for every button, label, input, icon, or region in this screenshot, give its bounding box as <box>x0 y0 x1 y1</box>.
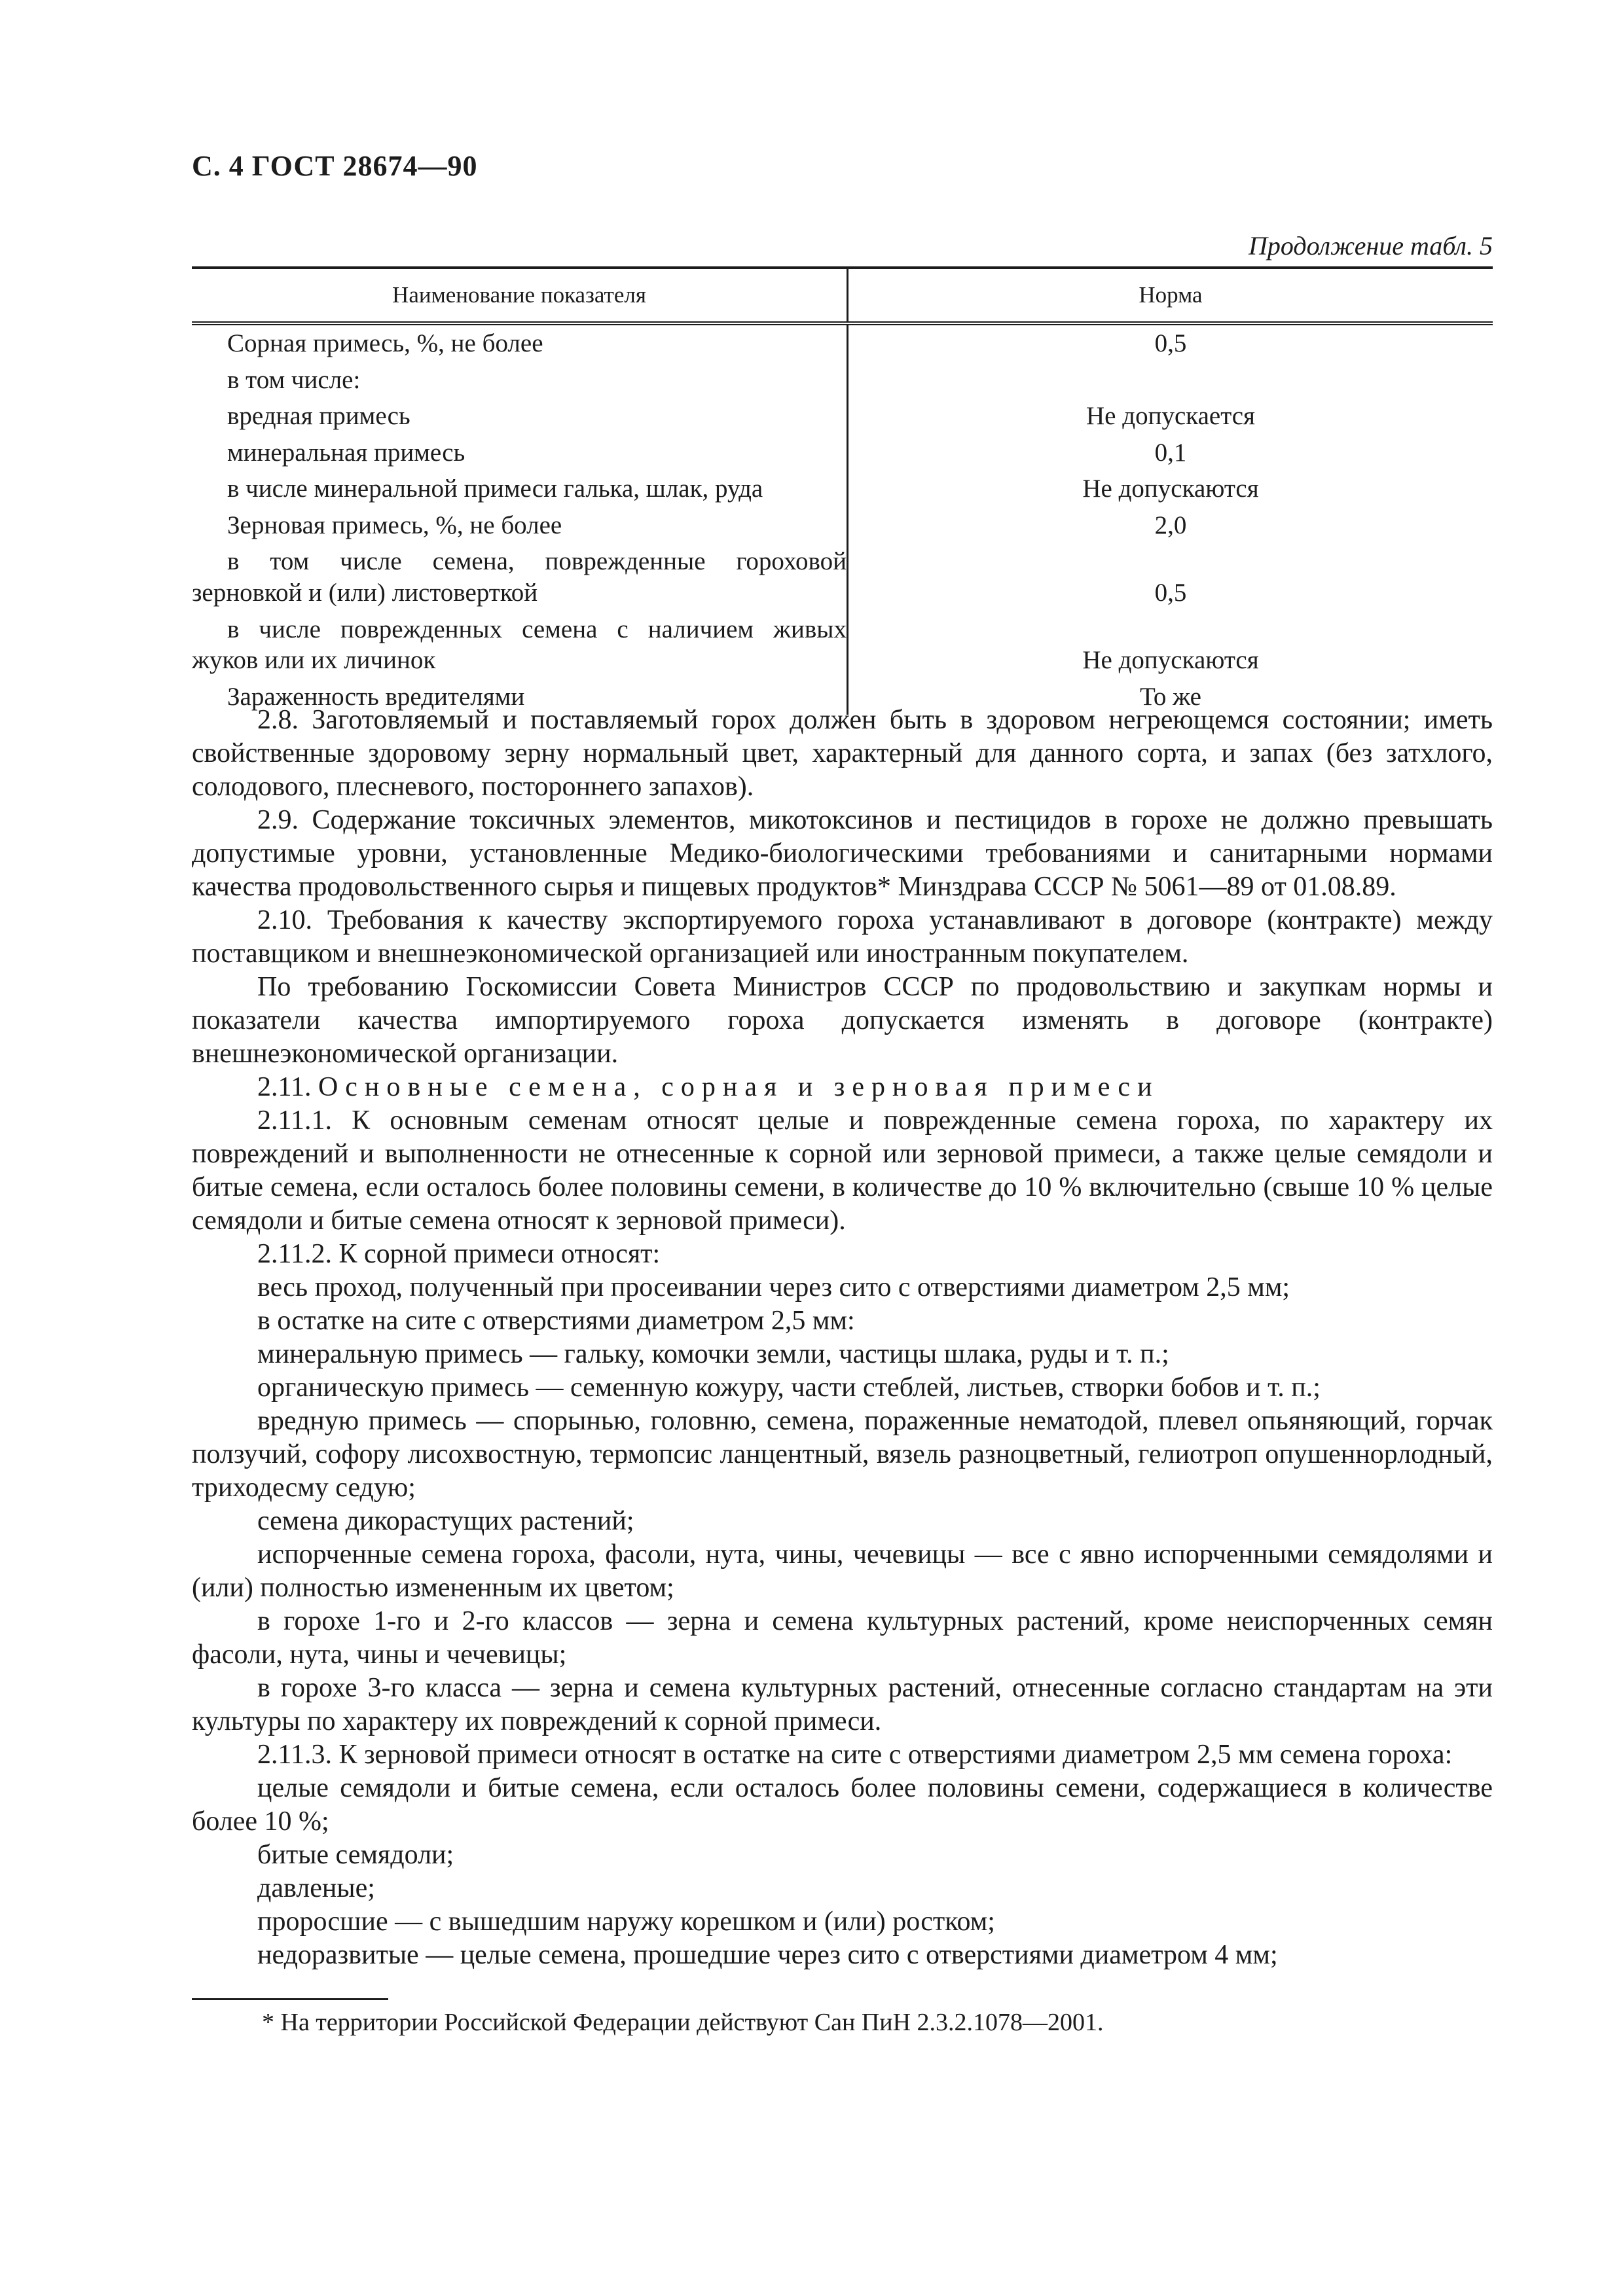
row-name: Сорная примесь, %, не более <box>192 323 848 362</box>
list-item: испорченные семена гороха, фасоли, нута, чины, чечевицы — все с явно испорченными семядолями и (или) полностью измененным их цветом; <box>192 1539 1493 1603</box>
paragraph-2-9: 2.9. Содержание токсичных элементов, микотоксинов и пестицидов в горохе не должно превышать допустимые уровни, установленные Медико-биологическими требованиями и санитарными нормами качества продовольственного сырья и пищевых продуктов* Минздрава СССР № 5061—89 от 01.08.89. <box>192 805 1493 902</box>
list-item: весь проход, полученный при просеивании через сито с отверстиями диаметром 2,5 мм; <box>257 1272 1290 1302</box>
footnote-divider <box>192 1998 388 2000</box>
column-header-norm: Норма <box>848 268 1493 323</box>
row-name <box>192 543 848 611</box>
paragraph-2-11-1: 2.11.1. К основным семенам относят целые и поврежденные семена гороха, по характеру их повреждений и выполненности не отнесенные к сорной или зерновой примеси, а также целые семядоли и битые семена, если осталось более половины семени, в количестве до 10 % включительно (свыше 10 % целые семядоли и битые семена относят к зерновой примеси). <box>192 1105 1493 1236</box>
paragraph-2-10-continued: По требованию Госкомиссии Совета Министров СССР по продовольствию и закупкам нормы и показатели качества импортируемого гороха допускается изменять в договоре (контракте) внешнеэкономической организации. <box>192 972 1493 1069</box>
row-name-line: зерновкой и (или) листоверткой <box>192 579 538 607</box>
paragraph-2-11-3: 2.11.3. К зерновой примеси относят в остатке на сите с отверстиями диаметром 2,5 мм семена гороха: <box>257 1740 1453 1770</box>
norms-table <box>192 266 1493 715</box>
table-row <box>192 471 1493 507</box>
page-header: С. 4 ГОСТ 28674—90 <box>192 150 478 182</box>
list-item: давленые; <box>257 1873 375 1903</box>
row-name: вредная примесь <box>192 398 848 435</box>
row-value: Не допускается <box>1086 402 1255 431</box>
row-name: минеральная примесь <box>192 435 848 471</box>
row-name: Зараженность вредителями <box>192 679 848 715</box>
row-value: Не допускаются <box>1082 475 1259 503</box>
row-name-line: в числе поврежденных семена с наличием живых <box>227 615 847 643</box>
row-value: То же <box>1140 682 1201 711</box>
paragraph-2-10: 2.10. Требования к качеству экспортируемого гороха устанавливают в договоре (контракте) между поставщиком и внешнеэкономической организацией или иностранным покупателем. <box>192 905 1493 969</box>
norms-table-container <box>192 266 1493 715</box>
column-header-indicator: Наименование показателя <box>192 268 848 323</box>
section-heading-2-11 <box>192 1071 1493 1104</box>
footnote: * На территории Российской Федерации действуют Сан ПиН 2.3.2.1078—2001. <box>262 2009 1104 2036</box>
row-value: 2,0 <box>1154 511 1187 539</box>
row-value <box>848 362 1493 399</box>
list-item: органическую примесь — семенную кожуру, части стеблей, листьев, створки бобов и т. п.; <box>257 1372 1321 1403</box>
row-name: в числе минеральной примеси галька, шлак, руда <box>192 471 848 507</box>
table-row <box>192 507 1493 544</box>
row-name: Зерновая примесь, %, не более <box>192 507 848 544</box>
list-item: в горохе 3-го класса — зерна и семена культурных растений, отнесенные согласно стандартам на эти культуры по характеру их повреждений к сорной примеси. <box>192 1673 1493 1736</box>
list-item: битые семядоли; <box>257 1840 454 1870</box>
paragraph-2-8: 2.8. Заготовляемый и поставляемый горох должен быть в здоровом негреющемся состоянии; иметь свойственные здоровому зерну нормальный цвет, характерный для данного сорта, и запах (без затхлого, солодового, плесневого, постороннего запахов). <box>192 705 1493 802</box>
section-number: 2.11. <box>257 1072 312 1102</box>
table-row <box>192 435 1493 471</box>
table-caption: Продолжение табл. 5 <box>1248 231 1493 260</box>
row-value: 0,5 <box>1154 329 1187 357</box>
table-row <box>192 362 1493 399</box>
row-name: в том числе: <box>192 362 848 399</box>
table-row <box>192 611 1493 679</box>
row-name-line: жуков или их личинок <box>192 646 436 675</box>
table-row <box>192 323 1493 362</box>
paragraph-2-11-2: 2.11.2. К сорной примеси относят: <box>257 1239 661 1269</box>
table-header-row <box>192 268 1493 323</box>
list-item: минеральную примесь — гальку, комочки земли, частицы шлака, руды и т. п.; <box>257 1339 1169 1369</box>
row-value: 0,5 <box>1154 579 1187 607</box>
section-title: Основные семена, сорная и зерновая примеси <box>318 1072 1159 1102</box>
list-item: вредную примесь — спорынью, головню, семена, пораженные нематодой, плевел опьяняющий, горчак ползучий, софору лисохвостную, термопсис ланцентный, вязель разноцветный, гелиотроп опушеннорлодный, триходесму седую; <box>192 1406 1493 1503</box>
body-text <box>192 704 1493 1972</box>
table-row <box>192 398 1493 435</box>
table-row <box>192 543 1493 611</box>
row-value: Не допускаются <box>1082 646 1259 675</box>
list-item: проросшие — с вышедшим наружу корешком и (или) ростком; <box>257 1907 995 1937</box>
list-item: в остатке на сите с отверстиями диаметром 2,5 мм: <box>257 1306 855 1336</box>
list-item: семена дикорастущих растений; <box>257 1506 634 1536</box>
list-item: целые семядоли и битые семена, если осталось более половины семени, содержащиеся в количестве более 10 %; <box>192 1773 1493 1837</box>
list-item: в горохе 1-го и 2-го классов — зерна и семена культурных растений, кроме неиспорченных семян фасоли, нута, чины и чечевицы; <box>192 1606 1493 1670</box>
row-name <box>192 611 848 679</box>
row-name-line: в том числе семена, поврежденные гороховой <box>227 547 847 576</box>
row-value: 0,1 <box>1154 438 1187 467</box>
list-item: недоразвитые — целые семена, прошедшие через сито с отверстиями диаметром 4 мм; <box>257 1940 1278 1970</box>
